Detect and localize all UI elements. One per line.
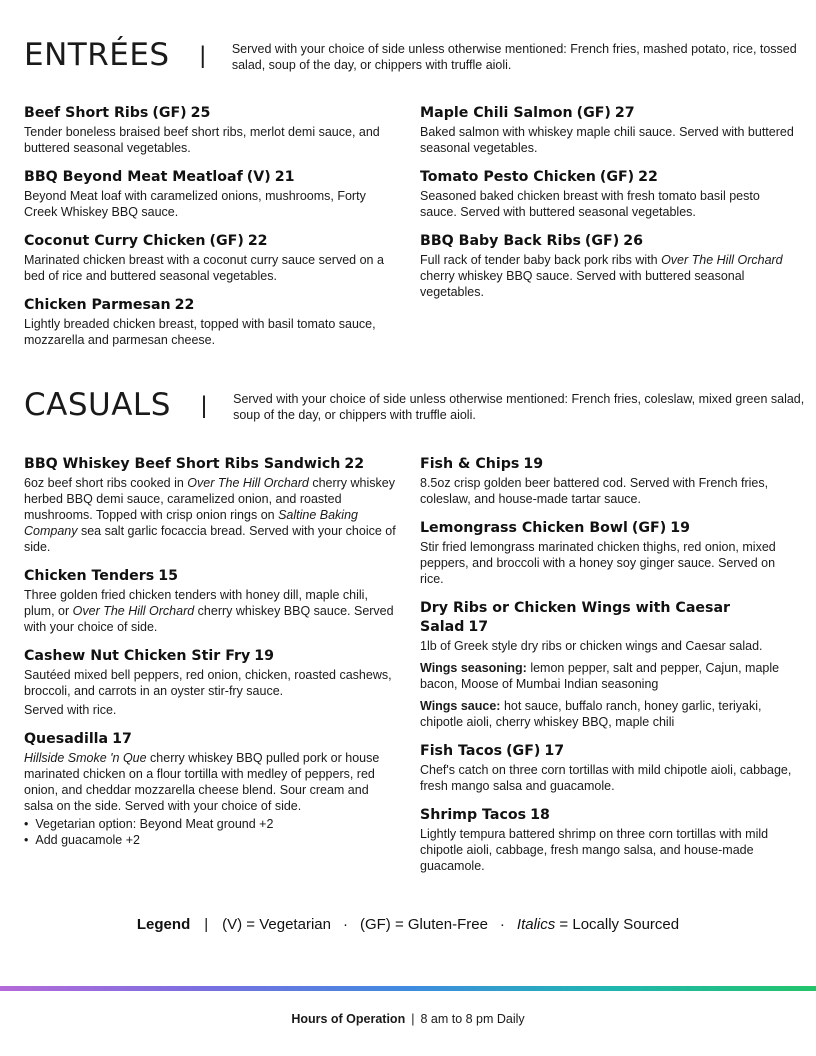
wings-seasoning-list: lemon pepper, salt and pepper, Cajun, maple bacon, Moose of Mumbai Indian seasoning [420,661,780,691]
item-name: Shrimp Tacos [420,807,527,823]
legend-vegetarian: (V) = Vegetarian [222,916,331,933]
item-options [24,816,399,848]
item-price: 17 [468,619,489,635]
item-name: Quesadilla [24,731,109,747]
wings-seasoning-label: Wings seasoning: [420,661,527,675]
item-name: Beef Short Ribs [24,105,149,121]
menu-item [24,647,399,718]
desc-text: sea salt garlic focaccia bread. Served with your choice of side. [24,524,396,554]
item-heading [24,647,399,666]
item-price: 27 [614,105,635,121]
item-heading [420,599,795,637]
item-heading [24,567,399,586]
item-description: 1lb of Greek style dry ribs or chicken wings and Caesar salad. [420,639,763,653]
item-heading [24,296,399,315]
menu-item [420,806,795,874]
item-heading [24,730,399,749]
local-source-text: Over The Hill Orchard [72,604,195,618]
local-source-text: Hillside Smoke 'n Que [24,751,147,765]
item-price: 19 [670,520,690,536]
legend-dot: · [342,916,348,933]
menu-item [420,519,795,587]
item-price: 22 [247,233,268,249]
item-heading [420,806,795,825]
item-price: 19 [254,648,274,664]
menu-item [24,232,399,284]
menu-item [420,599,795,730]
item-heading [420,168,795,187]
desc-text: cherry whiskey herbed BBQ demi sauce, caramelized onion, and roasted mushrooms. Topped with crisp onion rings on [24,476,395,522]
item-tag: (V) [246,169,271,185]
hours-divider: | [411,1012,415,1026]
legend-italics-meaning: = Locally Sourced [555,916,680,933]
gradient-divider [0,986,816,991]
item-tag: (GF) [631,520,667,536]
item-heading [420,104,795,123]
menu-item [24,455,399,555]
legend-italics-word: Italics [516,916,556,933]
menu-item [420,742,795,794]
item-name: BBQ Beyond Meat Meatloaf [24,169,243,185]
item-heading [420,232,795,251]
item-price: 26 [623,233,643,249]
item-name: Fish & Chips [420,456,520,472]
entrees-right-column [420,104,795,312]
item-description: 8.5oz crisp golden beer battered cod. Served with French fries, coleslaw, and house-made tartar sauce. [420,476,769,506]
item-name: Dry Ribs or Chicken Wings with Caesar Salad [420,600,731,635]
item-name: Cashew Nut Chicken Stir Fry [24,648,251,664]
item-description: Beyond Meat loaf with caramelized onions, mushrooms, Forty Creek Whiskey BBQ sauce. [24,189,366,219]
hours-label: Hours of Operation [291,1012,406,1026]
item-name: Coconut Curry Chicken [24,233,206,249]
item-heading [420,519,795,538]
item-tag: (GF) [599,169,635,185]
menu-item [420,168,795,220]
option-item: • Vegetarian option: Beyond Meat ground +2 [24,816,399,832]
desc-text: 6oz beef short ribs cooked in [24,476,188,490]
menu-item [24,567,399,635]
item-price: 22 [174,297,195,313]
item-name: Fish Tacos [420,743,503,759]
item-description [24,587,399,635]
item-description-extra: Served with rice. [24,703,117,717]
item-name: Tomato Pesto Chicken [420,169,596,185]
item-name: Maple Chili Salmon [420,105,573,121]
item-heading [420,455,795,474]
desc-text: Full rack of tender baby back pork ribs with [420,253,662,267]
item-price: 21 [274,169,295,185]
local-source-text: Over The Hill Orchard [661,253,783,267]
desc-text: cherry whiskey BBQ pulled pork or house marinated chicken on a flour tortilla with medley of peppers, red onion, and cheddar mozzarella cheese blend. Sour cream and salsa on the side. Served with your choice of side. [24,751,380,813]
menu-item [24,730,399,848]
casuals-header [24,387,808,423]
local-source-text: Over The Hill Orchard [187,476,309,490]
legend-gluten-free: (GF) = Gluten-Free [359,916,488,933]
item-heading [420,742,795,761]
item-description: Marinated chicken breast with a coconut curry sauce served on a bed of rice and buttered seasonal vegetables. [24,253,384,283]
menu-item [420,455,795,507]
item-price: 25 [190,105,211,121]
legend-divider: | [204,916,209,933]
hours-value: 8 am to 8 pm Daily [420,1012,525,1026]
item-description [24,750,399,814]
item-description: Sautéed mixed bell peppers, red onion, chicken, roasted cashews, broccoli, and carrots in an oyster stir-fry sauce. [24,668,392,698]
item-price: 15 [158,568,178,584]
item-description: Baked salmon with whiskey maple chili sauce. Served with buttered seasonal vegetables. [420,125,794,155]
hours-of-operation [0,1012,816,1026]
entrees-header [24,37,800,73]
item-heading [24,168,399,187]
item-price: 17 [112,731,132,747]
entrees-title: ENTRÉES [24,37,170,73]
menu-item [420,104,795,156]
menu-item [420,232,795,300]
item-description: Seasoned baked chicken breast with fresh tomato basil pesto sauce. Served with buttered seasonal vegetables. [420,189,760,219]
local-source-text: Saltine Baking Company [24,508,358,538]
menu-item [24,296,399,348]
item-price: 22 [344,456,365,472]
item-heading [24,232,399,251]
item-description: Lightly breaded chicken breast, topped with basil tomato sauce, mozzarella and parmesan cheese. [24,317,376,347]
desc-text: cherry whiskey BBQ sauce. Served with buttered seasonal vegetables. [420,269,745,299]
item-description [24,475,399,555]
legend-label: Legend [136,916,191,933]
casuals-title: CASUALS [24,387,171,423]
casuals-right-column [420,455,795,886]
item-price: 19 [523,456,544,472]
item-description: Chef's catch on three corn tortillas with mild chipotle aioli, cabbage, fresh mango salsa and guacamole. [420,763,792,793]
item-description: Tender boneless braised beef short ribs, merlot demi sauce, and buttered seasonal vegetables. [24,125,380,155]
menu-item [24,104,399,156]
item-description: Stir fried lemongrass marinated chicken thighs, red onion, mixed peppers, and broccoli with a honey soy ginger sauce. Served on rice. [420,540,776,586]
entrees-note: Served with your choice of side unless otherwise mentioned: French fries, mashed potato, rice, tossed salad, soup of the day, or chippers with truffle aioli. [231,42,797,72]
item-name: Chicken Parmesan [24,297,171,313]
item-tag: (GF) [209,233,244,249]
entrees-divider: | [199,42,206,69]
wings-sauce-list: hot sauce, buffalo ranch, honey garlic, teriyaki, chipotle aioli, cherry whiskey BBQ, maple chili [420,699,762,729]
desc-text: cherry whiskey BBQ sauce. Served with your choice of side. [24,604,394,634]
item-tag: (GF) [576,105,611,121]
desc-text: Three golden fried chicken tenders with honey dill, maple chili, plum, or [24,588,368,618]
legend-dot: · [499,916,505,933]
item-price: 22 [638,169,658,185]
item-name: Chicken Tenders [24,568,155,584]
wings-sauce [420,698,795,730]
item-name: BBQ Whiskey Beef Short Ribs Sandwich [24,456,341,472]
casuals-divider: | [200,392,208,419]
item-name: Lemongrass Chicken Bowl [420,520,628,536]
item-heading [24,455,399,474]
wings-sauce-label: Wings sauce: [420,699,501,713]
item-price: 18 [530,807,550,823]
casuals-left-column [24,455,399,860]
item-tag: (GF) [584,233,620,249]
item-name: BBQ Baby Back Ribs [420,233,581,249]
casuals-note: Served with your choice of side unless otherwise mentioned: French fries, coleslaw, mixed green salad, soup of the day, or chippers with truffle aioli. [233,392,805,422]
item-tag: (GF) [506,743,541,759]
item-tag: (GF) [152,105,187,121]
item-description: Lightly tempura battered shrimp on three corn tortillas with mild chipotle aioli, cabbage, fresh mango salsa, and house-made guacamole. [420,827,769,873]
entrees-left-column [24,104,399,360]
wings-seasoning [420,660,795,692]
item-description [420,252,795,300]
option-item: • Add guacamole +2 [24,832,399,848]
item-price: 17 [544,743,565,759]
item-heading [24,104,399,123]
legend [0,916,816,933]
menu-item [24,168,399,220]
